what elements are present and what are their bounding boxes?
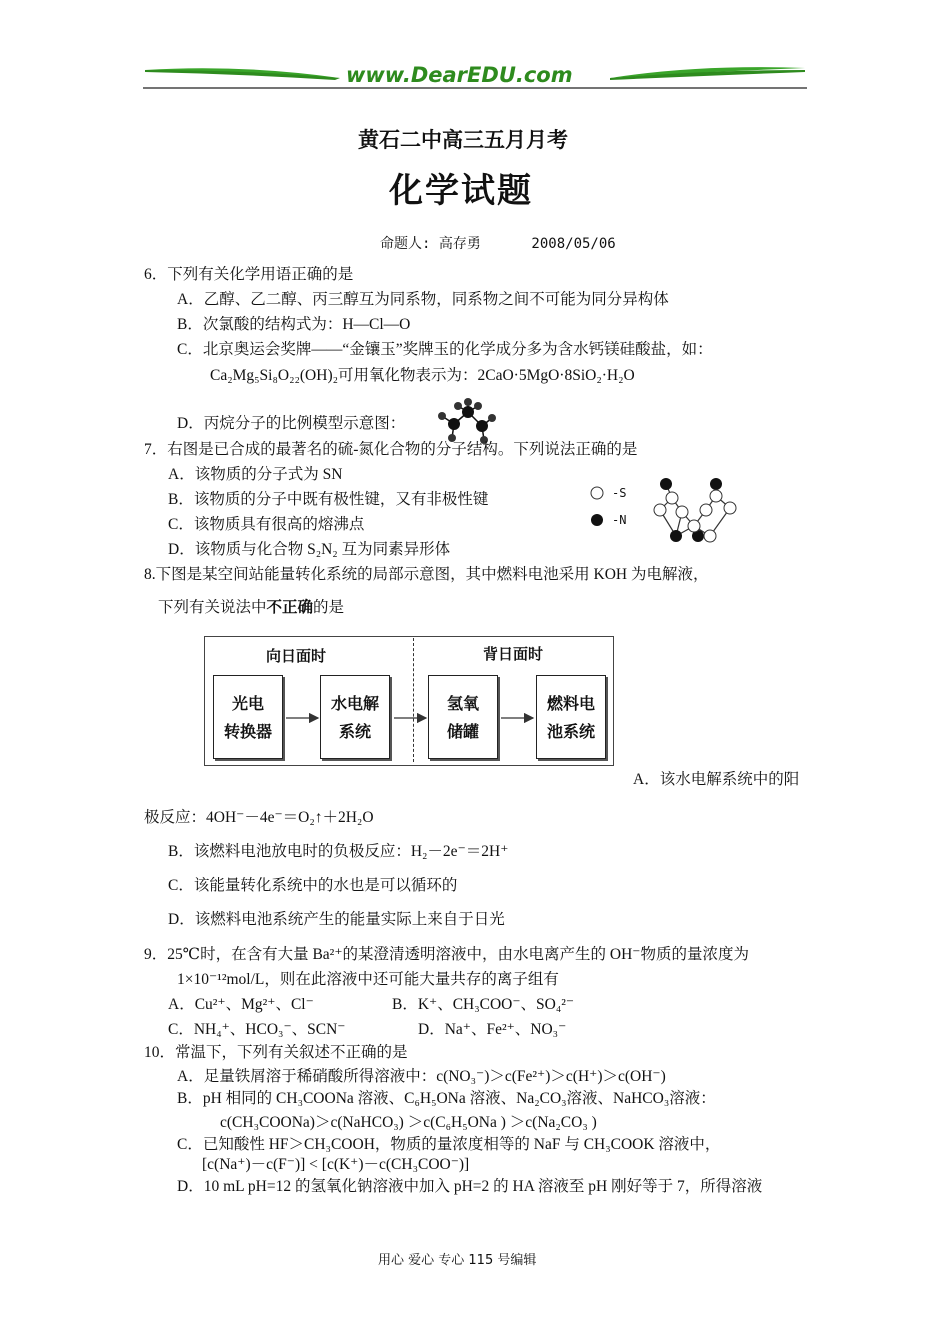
q8-stem-post: 的是 <box>313 599 345 616</box>
q8-option-b: B．该燃料电池放电时的负极反应：H₂－2e⁻＝2H⁺ <box>168 843 509 860</box>
q6-option-b: B．次氯酸的结构式为：H—Cl—O <box>177 316 411 333</box>
school-title: 黄石二中高三五月月考 <box>358 128 568 152</box>
q9-stem-line2: 1×10⁻¹²mol/L，则在此溶液中还可能大量共存的离子组有 <box>177 971 559 988</box>
q9-stem-line1: 9．25℃时，在含有大量 Ba²⁺的某澄清透明溶液中，由水电离产生的 OH⁻物质的量浓度为 <box>144 946 749 963</box>
box-fuel-cell-system: 燃料电 池系统 <box>536 675 606 759</box>
diagram-right-heading: 背日面时 <box>483 645 544 663</box>
q7-option-c: C．该物质具有很高的熔沸点 <box>168 516 365 533</box>
q6-option-c-line1: C．北京奥运会奖牌——“金镶玉”奖牌玉的化学成分多为含水钙镁硅酸盐，如： <box>177 341 713 358</box>
q9-option-d: D．Na⁺、Fe²⁺、NO₃⁻ <box>418 1021 567 1038</box>
q6-stem: 6．下列有关化学用语正确的是 <box>144 266 354 283</box>
q9-option-b: B．K⁺、CH₃COO⁻、SO₄²⁻ <box>392 996 575 1013</box>
q8-option-c: C．该能量转化系统中的水也是可以循环的 <box>168 877 458 894</box>
sn-legend-s-label: -S <box>612 486 627 500</box>
sn-legend-n-label: -N <box>612 513 627 527</box>
diagram-left-heading: 向日面时 <box>266 647 327 665</box>
propane-model-icon <box>432 398 498 444</box>
box-hydrogen-oxygen-tank: 氢氧 储罐 <box>428 675 498 759</box>
q10-option-a: A．足量铁屑溶于稀硝酸所得溶液中：c(NO₃⁻)＞c(Fe²⁺)＞c(H⁺)＞c(OH⁻) <box>177 1068 666 1085</box>
q7-option-a: A．该物质的分子式为 SN <box>168 466 343 483</box>
sn-legend-n-icon <box>590 513 604 527</box>
diagram-arrows <box>286 710 536 726</box>
q8-stem-line2 <box>158 597 344 618</box>
q8-option-a-line1: A．该水电解系统中的阳 <box>633 771 800 788</box>
q10-option-c-line2: [c(Na⁺)－c(F⁻)] < [c(K⁺)－c(CH₃COO⁻)] <box>202 1156 470 1173</box>
diagram-divider <box>413 638 414 762</box>
q10-option-c-line1: C．已知酸性 HF＞CH₃COOH，物质的量浓度相等的 NaF 与 CH₃COOK 溶液中， <box>177 1136 721 1153</box>
q6-option-d: D．丙烷分子的比例模型示意图： <box>177 415 406 432</box>
box-photoelectric-converter: 光电 转换器 <box>213 675 283 759</box>
q10-option-b-line2: c(CH₃COONa)＞c(NaHCO₃) ＞c(C₆H₅ONa ) ＞c(Na₂CO₃ ) <box>220 1114 597 1131</box>
sn-legend-s-icon <box>590 486 604 500</box>
box-water-electrolysis: 水电解 系统 <box>320 675 390 759</box>
q6-option-c-line2: Ca₂Mg₅Si₈O₂₂(OH)₂可用氧化物表示为：2CaO·5MgO·8SiO₂·H₂O <box>210 367 635 384</box>
q7-stem: 7．右图是已合成的最著名的硫-氮化合物的分子结构。下列说法正确的是 <box>144 441 638 458</box>
author-line: 命题人: 高存勇 2008/05/06 <box>380 236 616 252</box>
sn-molecule-structure <box>648 472 748 548</box>
q8-stem-emphasis: 不正确 <box>266 598 314 616</box>
q10-option-b-line1: B．pH 相同的 CH₃COONa 溶液、C₆H₅ONa 溶液、Na₂CO₃溶液、NaHCO₃溶液： <box>177 1090 716 1107</box>
q8-stem-pre: 下列有关说法中 <box>158 599 267 616</box>
q8-option-a-line2: 极反应：4OH⁻－4e⁻＝O₂↑＋2H₂O <box>144 809 374 826</box>
q7-option-d: D．该物质与化合物 S₂N₂ 互为同素异形体 <box>168 541 451 558</box>
q10-stem-emphasis: 不正确 <box>330 1044 377 1061</box>
q8-stem-line1: 8.下图是某空间站能量转化系统的局部示意图，其中燃料电池采用 KOH 为电解液， <box>144 566 709 583</box>
q10-stem-pre: 10．常温下，下列有关叙述 <box>144 1044 331 1061</box>
page-footer: 用心 爱心 专心 115 号编辑 <box>378 1253 537 1268</box>
q6-option-a: A．乙醇、乙二醇、丙三醇互为同系物，同系物之间不可能为同分异构体 <box>177 291 669 308</box>
q10-option-d: D．10 mL pH=12 的氢氧化钠溶液中加入 pH=2 的 HA 溶液至 pH 刚好等于 7，所得溶液 <box>177 1178 763 1195</box>
q8-option-d: D．该燃料电池系统产生的能量实际上来自于日光 <box>168 911 505 928</box>
subject-title: 化学试题 <box>389 171 533 211</box>
q7-option-b: B．该物质的分子中既有极性键，又有非极性键 <box>168 491 489 508</box>
q9-option-a: A．Cu²⁺、Mg²⁺、Cl⁻ <box>168 996 314 1013</box>
q9-option-c: C．NH₄⁺、HCO₃⁻、SCN⁻ <box>168 1021 346 1038</box>
q10-stem-post: 的是 <box>376 1044 408 1061</box>
brand-logo: www.DearEDU.com <box>346 63 573 87</box>
q10-stem <box>144 1043 408 1063</box>
